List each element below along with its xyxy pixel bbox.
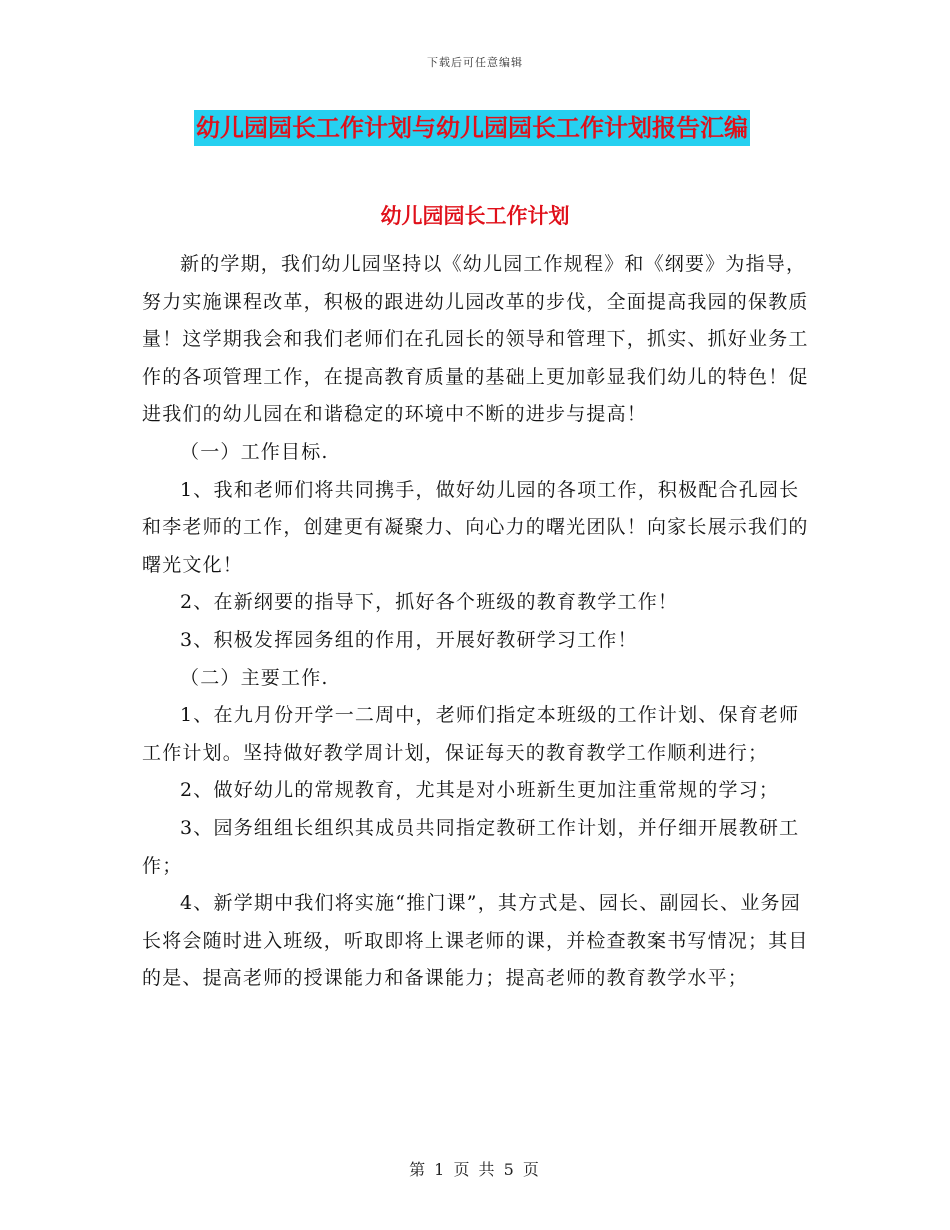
goal-item-2: 2、在新纲要的指导下，抓好各个班级的教育教学工作！: [180, 591, 679, 614]
work-item-4: 4、新学期中我们将实施“推门课”，其方式是、园长、副园长、业务园长将会随时进入班级，听取即将上课老师的课，并检查教案书写情况；其目的是、提高老师的授课能力和备课能力；提高老师的教育教学水平；: [142, 892, 809, 990]
heading-main-work: （二）主要工作.: [180, 666, 329, 689]
page-number-footer: 第 1 页 共 5 页: [409, 1160, 541, 1179]
document-main-title: 幼儿园园长工作计划与幼儿园园长工作计划报告汇编: [194, 110, 750, 146]
work-item-3: 3、园务组组长组织其成员共同指定教研工作计划，并仔细开展教研工作；: [142, 816, 800, 877]
document-body: [142, 246, 814, 998]
work-item-1: 1、在九月份开学一二周中，老师们指定本班级的工作计划、保育老师工作计划。坚持做好教学周计划，保证每天的教育教学工作顺利进行；: [142, 704, 800, 764]
goal-item-1: 1、我和老师们将共同携手，做好幼儿园的各项工作，积极配合孔园长和李老师的工作，创建更有凝聚力、向心力的曙光团队！向家长展示我们的曙光文化！: [142, 478, 809, 576]
section-title: 幼儿园园长工作计划: [380, 204, 570, 228]
header-note: 下载后可任意编辑: [427, 56, 523, 69]
goal-item-3: 3、积极发挥园务组的作用，开展好教研学习工作！: [180, 628, 638, 651]
heading-work-goals: （一）工作目标.: [180, 440, 329, 463]
work-item-2: 2、做好幼儿的常规教育，尤其是对小班新生更加注重常规的学习；: [180, 779, 780, 802]
intro-paragraph: 新的学期，我们幼儿园坚持以《幼儿园工作规程》和《纲要》为指导，努力实施课程改革，积极的跟进幼儿园改革的步伐，全面提高我园的保教质量！这学期我会和我们老师们在孔园长的领导和管理下，抓实、抓好业务工作的各项管理工作，在提高教育质量的基础上更加彰显我们幼儿的特色！促进我们的幼儿园在和谐稳定的环境中不断的进步与提高！: [142, 253, 809, 426]
